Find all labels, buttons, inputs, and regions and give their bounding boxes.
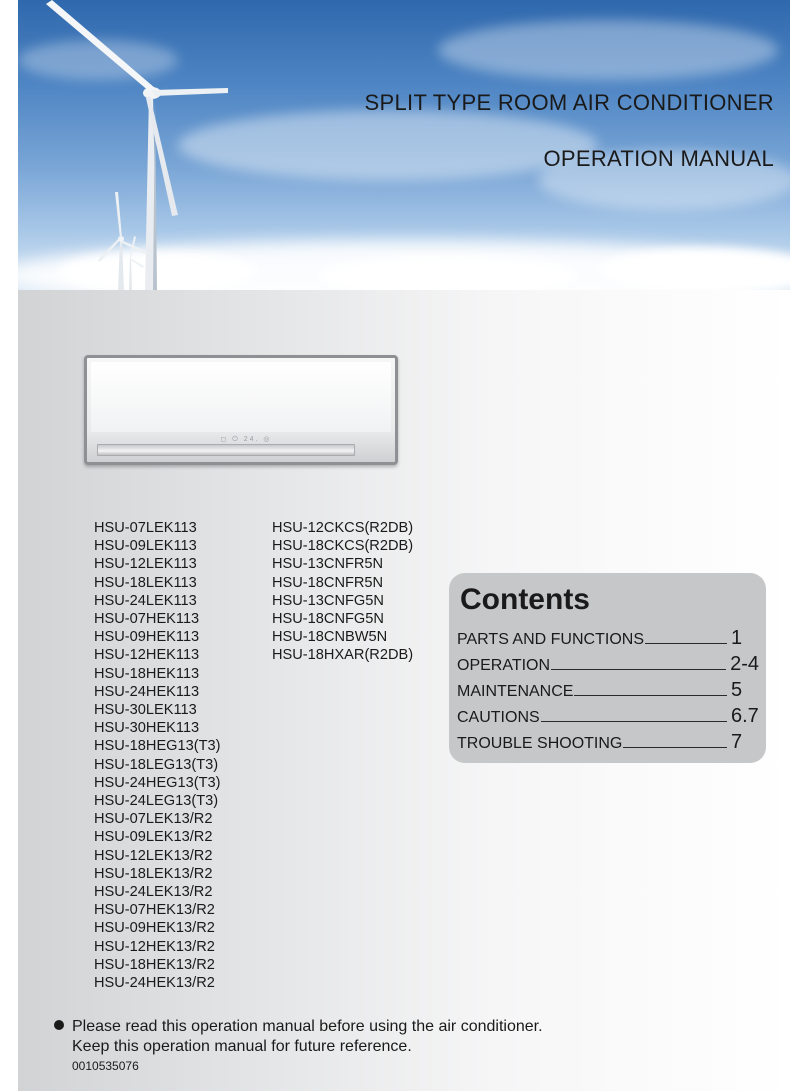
model-list-right (272, 519, 413, 665)
leader-line (645, 643, 727, 644)
model-number: HSU-07HEK13/R2 (94, 902, 215, 919)
model-number: HSU-09LEK113 (94, 538, 197, 555)
model-number: HSU-30HEK113 (94, 720, 200, 737)
air-conditioner-image (84, 355, 398, 465)
model-number: HSU-09LEK13/R2 (94, 829, 213, 846)
contents-item-label: PARTS AND FUNCTIONS (457, 631, 644, 648)
model-number: HSU-18HEK13/R2 (94, 956, 215, 973)
model-number: HSU-18CNBW5N (272, 629, 388, 646)
contents-item-page: 5 (731, 679, 743, 701)
model-number: HSU-18LEG13(T3) (94, 756, 219, 773)
contents-list (457, 623, 759, 753)
ac-louver (97, 444, 355, 456)
model-number: HSU-24LEK13/R2 (94, 884, 213, 901)
note-line-1: Please read this operation manual before using the air conditioner. (72, 1018, 543, 1035)
contents-item-label: TROUBLE SHOOTING (457, 735, 623, 752)
model-number: HSU-18LEK113 (94, 574, 197, 591)
contents-title: Contents (460, 583, 590, 616)
model-number: HSU-12HEK13/R2 (94, 938, 215, 955)
model-number: HSU-18LEK13/R2 (94, 865, 213, 882)
model-number: HSU-24HEK113 (94, 683, 200, 700)
model-number: HSU-12LEK113 (94, 556, 197, 573)
contents-item (457, 701, 759, 727)
model-number: HSU-09HEK13/R2 (94, 920, 215, 937)
document-code: 0010535076 (72, 1059, 139, 1073)
ac-display: ◻ ⏻ 24. ◎ (220, 436, 272, 443)
read-manual-note (54, 1017, 543, 1037)
contents-box (449, 573, 766, 763)
model-number: HSU-09HEK113 (94, 629, 200, 646)
model-number: HSU-18CNFR5N (272, 574, 384, 591)
model-number: HSU-07LEK13/R2 (94, 811, 213, 828)
wind-turbine-small-icon (98, 192, 148, 290)
model-list-left (94, 519, 221, 992)
contents-item (457, 675, 759, 701)
note-line-2: Keep this operation manual for future reference. (72, 1038, 412, 1055)
contents-item (457, 727, 759, 753)
model-number: HSU-12CKCS(R2DB) (272, 520, 414, 536)
model-number: HSU-30LEK113 (94, 702, 197, 719)
model-number: HSU-24LEK113 (94, 592, 197, 609)
model-number: HSU-24LEG13(T3) (94, 793, 219, 810)
leader-line (623, 747, 727, 748)
contents-item-page: 1 (731, 627, 743, 649)
bullet-icon (54, 1020, 64, 1030)
model-number: HSU-18HEG13(T3) (94, 738, 221, 755)
contents-item-label: MAINTENANCE (457, 683, 574, 700)
contents-item-label: OPERATION (457, 657, 551, 674)
contents-item-label: CAUTIONS (457, 709, 540, 726)
model-number: HSU-24HEG13(T3) (94, 774, 221, 791)
ac-front-panel (91, 362, 391, 432)
model-number: HSU-13CNFR5N (272, 556, 384, 573)
manual-subtitle: OPERATION MANUAL (543, 146, 774, 171)
model-number: HSU-18CKCS(R2DB) (272, 538, 414, 555)
contents-item (457, 649, 759, 675)
leader-line (574, 695, 727, 696)
model-number: HSU-12HEK113 (94, 647, 200, 664)
contents-item-page: 2-4 (730, 653, 759, 675)
sky-banner (18, 0, 790, 290)
leader-line (551, 669, 726, 670)
model-number: HSU-18HEK113 (94, 665, 200, 682)
contents-item (457, 623, 759, 649)
model-number: HSU-13CNFG5N (272, 592, 384, 609)
model-number: HSU-18HXAR(R2DB) (272, 647, 414, 664)
model-number: HSU-07LEK113 (94, 520, 197, 536)
model-number: HSU-24HEK13/R2 (94, 975, 215, 992)
leader-line (541, 721, 727, 722)
model-number: HSU-18CNFG5N (272, 611, 384, 628)
wind-turbine-far-icon (129, 236, 144, 290)
contents-item-page: 6.7 (731, 705, 759, 727)
model-number: HSU-07HEK113 (94, 611, 200, 628)
manual-title: SPLIT TYPE ROOM AIR CONDITIONER (364, 90, 774, 115)
contents-item-page: 7 (731, 731, 743, 753)
wind-turbine-large-icon (46, 0, 228, 290)
model-number: HSU-12LEK13/R2 (94, 847, 213, 864)
manual-cover (18, 0, 790, 1091)
wind-turbines-image (18, 0, 790, 290)
